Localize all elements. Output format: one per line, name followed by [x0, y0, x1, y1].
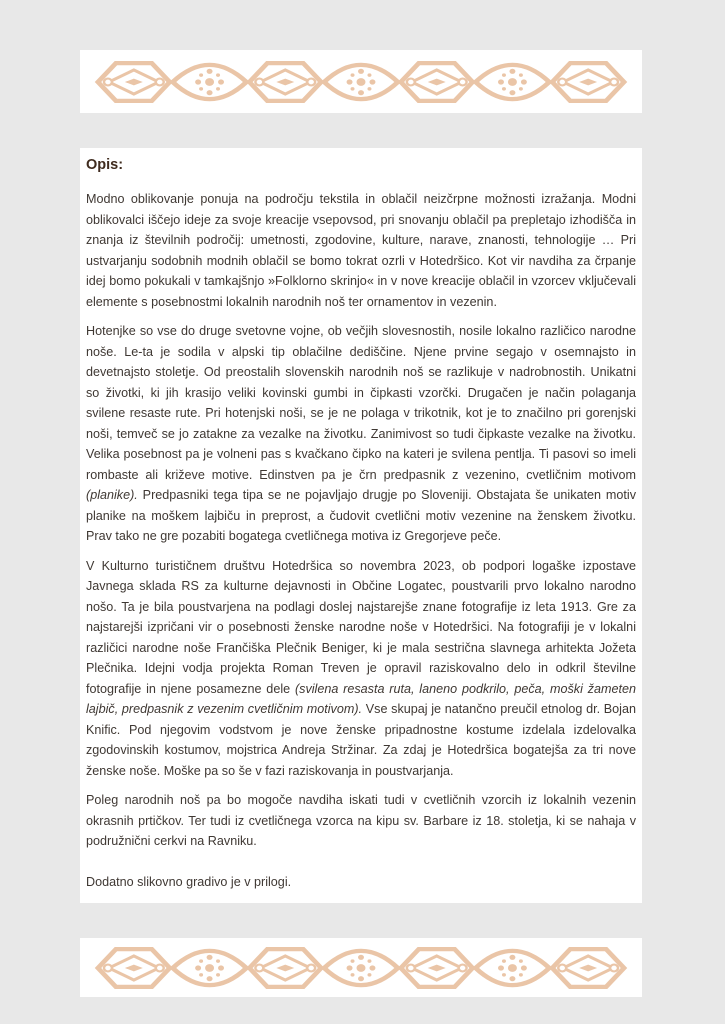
paragraph-reconstruction-italic: (svilena resasta ruta, laneno podkrilo, peča, moški žameten lajbič, predpasnik z vezenim cvetličnim motivom). [86, 681, 636, 716]
document-heading: Opis: [86, 157, 124, 173]
paragraph-costume-description [86, 321, 636, 547]
top-ornament-border [80, 50, 642, 113]
paragraph-fashion-intro [86, 189, 636, 312]
paragraph-costume-text-2: Predpasniki tega tipa se ne pojavljajo drugje po Sloveniji. Obstajata še unikaten motiv planike na moškem lajbiču in preprost, a čudovit cvetlični motiv vezenine na ženskem životku. Prav tako ne gre pozabiti bogatega cvetličnega motiva iz Gregorjeve peče. [86, 488, 636, 543]
paragraph-floral-patterns-text: Poleg narodnih noš pa bo mogoče navdiha iskati tudi v cvetličnih vzorcih iz lokalnih vezenin okrasnih prtičkov. Ter tudi iz cvetličnega vzorca na kipu sv. Barbare iz 18. stoletja, ki se nahaja v podružnični cerkvi na Ravniku. [86, 793, 636, 848]
paragraph-attachment-note [86, 872, 636, 893]
folk-ornament-band-icon [94, 944, 628, 992]
document-panel [80, 148, 642, 903]
paragraph-reconstruction-text-1: V Kulturno turističnem društvu Hotedršica so novembra 2023, ob podpori logaške izpostave Javnega sklada RS za kulturne dejavnosti in Občine Logatec, poustvarili prvo lokalno narodno nošo. Ta je bila poustvarjena na podlagi doslej najstarejše znane fotografije iz leta 1913. Gre za najstarejši izpričani vir o posebnosti ženske narodne noše v Hotedršici. Na fotografiji je v lokalni različici narodne noše Frančiška Plečnik Beniger, ki je mala sestrična slavnega arhitekta Jožeta Plečnika. Idejni vodja projekta Roman Treven je opravil raziskovalno delo in odkril številne fotografije in njene posamezne dele [86, 558, 636, 696]
paragraph-fashion-intro-text: Modno oblikovanje ponuja na področju tekstila in oblačil neizčrpne možnosti izražanja. Modni oblikovalci iščejo ideje za svoje kreacije vsepovsod, pri snovanju oblačil pa prepletajo izhodišča in znanja iz številnih področij: umetnosti, zgodovine, kulture, narave, znanosti, tehnologije … Pri ustvarjanju sodobnih modnih oblačil se bomo tokrat ozrli v Hotedršico. Kot vir navdiha za črpanje idej bomo pokukali v tamkajšnjo »Folklorno skrinjo« in v nove kreacije oblačil in vzorcev vključevali elemente s posebnostmi lokalnih narodnih noš ter ornamentov in vezenin. [86, 192, 636, 309]
paragraph-reconstruction-text-2: Vse skupaj je natančno preučil etnolog dr. Bojan Knific. Pod njegovim vodstvom je nove ženske pripadnostne kostume izdelala izdelovalka zgodovinskih kostumov, mojstrica Andreja Stržinar. Za zdaj je Hotedršica bogatejša za tri nove ženske noše. Moške pa so še v fazi raziskovanja in poustvarjanja. [86, 702, 636, 778]
folk-ornament-band-icon [94, 58, 628, 106]
bottom-ornament-border [80, 938, 642, 997]
paragraph-floral-patterns [86, 790, 636, 852]
paragraph-costume-text-1: Hotenjke so vse do druge svetovne vojne, ob večjih slovesnostih, nosile lokalno različico narodne noše. Le-ta je sodila v alpski tip oblačilne dediščine. Njene prvine segajo v osemnajsto in devetnajsto stoletje. Od preostalih slovenskih narodnih noš se razlikuje v nadrobnostih. Unikatni so životki, ki jih krasijo veliki kovinski gumbi in čipkasti vzorčki. Drugačen je način polaganja svilene resaste rute. Pri hotenjski noši, se je ne polaga v trikotnik, kot je to značilno pri gorenjski noši, temveč se jo zatakne za vezalke na životku. Zanimivost so tudi čipkaste vezalke na životku. Velika posebnost pa je volneni pas s kvačkano čipko na kateri je svilena pentlja. Ti pasovi so imeli rombaste ali križeve motive. Edinstven pa je črn predpasnik z vezenino, cvetličnim motivom [86, 324, 636, 482]
paragraph-costume-italic: (planike). [86, 488, 138, 502]
paragraph-reconstruction [86, 556, 636, 782]
paragraph-attachment-note-text: Dodatno slikovno gradivo je v prilogi. [86, 875, 292, 889]
